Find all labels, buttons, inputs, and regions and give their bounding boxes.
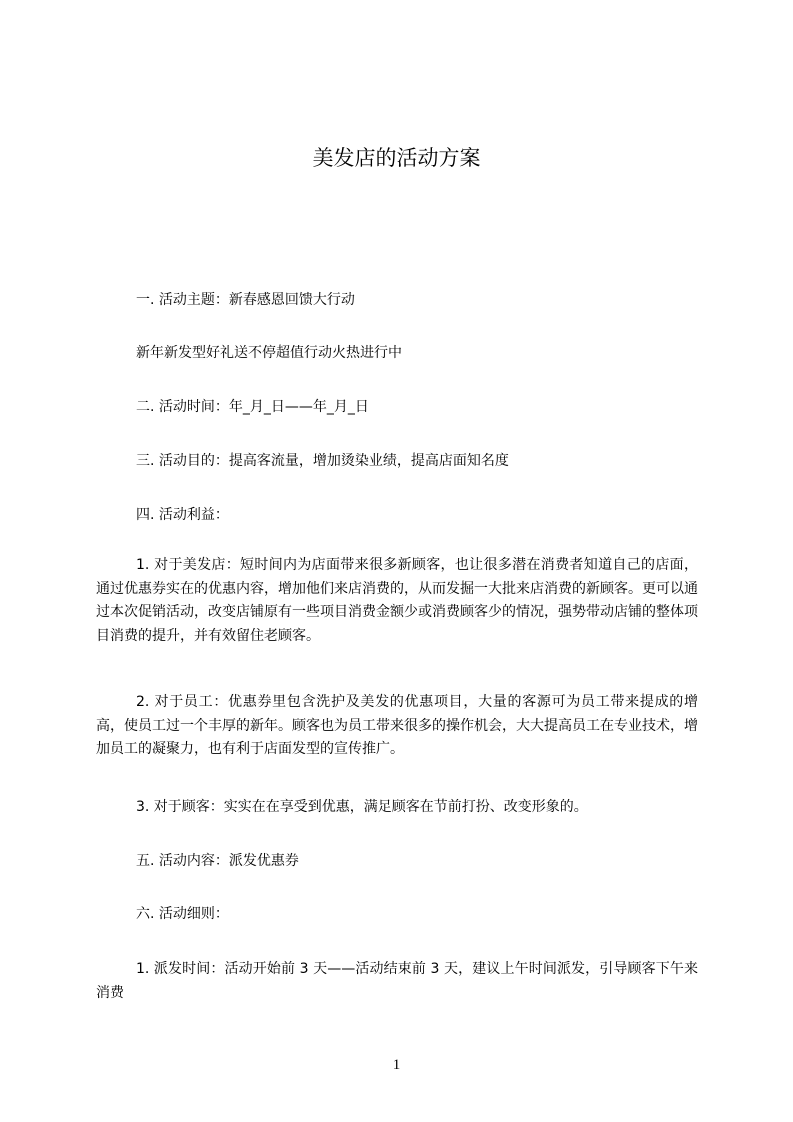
section-6-details: 六. 活动细则：: [136, 906, 229, 922]
section-3-purpose: 三. 活动目的：提高客流量，增加烫染业绩，提高店面知名度: [136, 453, 509, 469]
benefit-salon-paragraph: 1. 对于美发店：短时间内为店面带来很多新顾客，也让很多潜在消费者知道自己的店面，通过优惠券实在的优惠内容，增加他们来店消费的，从而发掘一大批来店消费的新顾客。更可以通过本次促销活动，改变店铺原有一些项目消费金额少或消费顾客少的情况，强势带动店铺的整体项目消费的提升，并有效留住老顾客。: [96, 557, 698, 644]
document-title: 美发店的活动方案: [312, 146, 481, 170]
benefit-customer-paragraph: 3. 对于顾客：实实在在享受到优惠，满足顾客在节前打扮、改变形象的。: [136, 799, 588, 815]
section-1-theme: 一. 活动主题：新春感恩回馈大行动: [136, 292, 355, 308]
section-5-content: 五. 活动内容：派发优惠券: [136, 853, 299, 869]
slogan-paragraph: 新年新发型好礼送不停超值行动火热进行中: [136, 345, 402, 361]
page-number: 1: [392, 1057, 401, 1073]
section-4-benefits: 四. 活动利益：: [136, 507, 229, 523]
section-2-time: 二. 活动时间：年_月_日——年_月_日: [136, 399, 369, 415]
benefit-staff-paragraph: 2. 对于员工：优惠券里包含洗护及美发的优惠项目，大量的客源可为员工带来提成的增高，使员工过一个丰厚的新年。顾客也为员工带来很多的操作机会，大大提高员工在专业技术，增加员工的凝聚力，也有利于店面发型的宣传推广。: [96, 694, 698, 757]
detail-distribution-time: 1. 派发时间：活动开始前 3 天——活动结束前 3 天，建议上午时间派发，引导顾客下午来消费: [96, 961, 698, 1001]
